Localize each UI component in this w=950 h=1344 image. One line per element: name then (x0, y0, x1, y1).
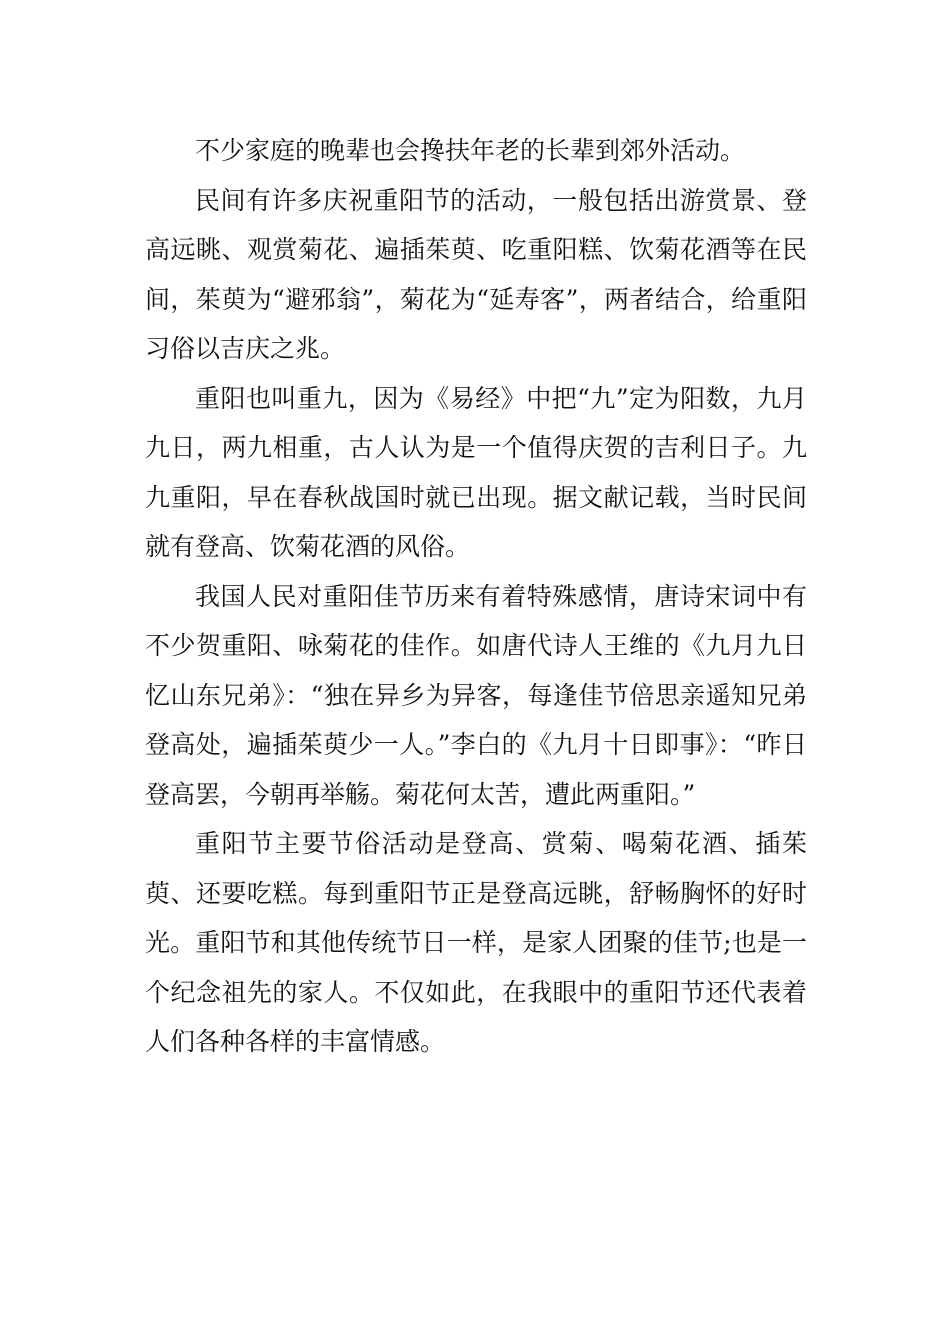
paragraph-1: 不少家庭的晚辈也会搀扶年老的长辈到郊外活动。 (195, 136, 746, 165)
paragraph-3: 重阳也叫重九，因为《易经》中把“九”定为阳数，九月九日，两九相重，古人认为是一个值得庆贺的吉利日子。九九重阳，早在春秋战国时就已出现。据文献记载，当时民间就有登高、饮菊花酒的风俗。 (145, 383, 807, 561)
paragraph-5: 重阳节主要节俗活动是登高、赏菊、喝菊花酒、插茱萸、还要吃糕。每到重阳节正是登高远眺，舒畅胸怀的好时光。重阳节和其他传统节日一样，是家人团聚的佳节;也是一个纪念祖先的家人。不仅如此，在我眼中的重阳节还代表着人们各种各样的丰富情感。 (145, 829, 807, 1056)
paragraph-2: 民间有许多庆祝重阳节的活动，一般包括出游赏景、登高远眺、观赏菊花、遍插茱萸、吃重阳糕、饮菊花酒等在民间，茱萸为“避邪翁”，菊花为“延寿客”，两者结合，给重阳习俗以吉庆之兆。 (145, 185, 807, 363)
paragraph-4: 我国人民对重阳佳节历来有着特殊感情，唐诗宋词中有不少贺重阳、咏菊花的佳作。如唐代诗人王维的《九月九日忆山东兄弟》：“独在异乡为异客，每逢佳节倍思亲遥知兄弟登高处，遍插茱萸少一人。”李白的《九月十日即事》：“昨日登高罢，今朝再举觞。菊花何太苦，遭此两重阳。” (145, 581, 807, 809)
document-body (145, 126, 807, 1067)
